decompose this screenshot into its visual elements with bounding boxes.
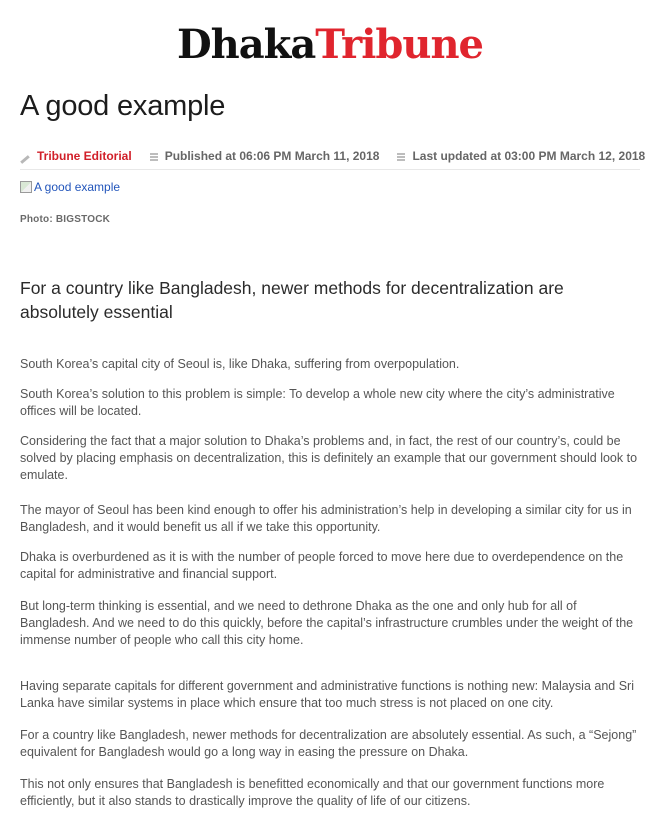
- paragraph: South Korea’s solution to this problem is simple: To develop a whole new city where the city’s administrative offices will be located.: [20, 387, 615, 418]
- paragraph: This not only ensures that Bangladesh is benefitted economically and that our government functions more efficiently, but it also stands to drastically improve the quality of life of our citizens.: [20, 777, 605, 808]
- image-alt-text: A good example: [34, 180, 121, 194]
- document-icon: [150, 151, 158, 161]
- broken-image-icon: [20, 181, 32, 193]
- updated-time: Last updated at 03:00 PM March 12, 2018: [412, 149, 646, 163]
- photo-credit: Photo: BIGSTOCK: [20, 214, 111, 225]
- published-time: Published at 06:06 PM March 11, 2018: [164, 149, 380, 163]
- logo-dhaka: Dhaka: [176, 21, 316, 68]
- article-meta: [20, 143, 646, 170]
- article-image[interactable]: [20, 180, 120, 194]
- paragraph: But long-term thinking is essential, and we need to dethrone Dhaka as the one and only hub for all of Bangladesh. And we need to do this quickly, before the capital’s infrastructure crumbles under the weight of the immense number of people who call this city home.: [20, 599, 634, 647]
- site-logo[interactable]: [0, 22, 660, 68]
- article-standfirst: For a country like Bangladesh, newer methods for decentralization are absolutely essential: [20, 278, 564, 322]
- paragraph: Dhaka is overburdened as it is with the number of people forced to move here due to overdependence on the capital for administrative and financial support.: [20, 550, 624, 581]
- logo-tribune: Tribune: [315, 21, 484, 68]
- document-icon: [397, 151, 405, 161]
- paragraph: For a country like Bangladesh, newer methods for decentralization are absolutely essential. As such, a “Sejong” equivalent for Bangladesh would go a long way in easing the pressure on Dhaka.: [20, 728, 637, 759]
- paragraph: South Korea’s capital city of Seoul is, like Dhaka, suffering from overpopulation.: [20, 357, 460, 371]
- pencil-icon: [20, 151, 30, 161]
- paragraph: Considering the fact that a major solution to Dhaka’s problems and, in fact, the rest of our country’s, could be solved by placing emphasis on decentralization, this is definitely an example that our government should look to emulate.: [20, 434, 638, 482]
- paragraph: The mayor of Seoul has been kind enough to offer his administration’s help in developing a similar city for us in Bangladesh, and it would benefit us all if we take this opportunity.: [20, 503, 632, 534]
- paragraph: Having separate capitals for different government and administrative functions is nothing new: Malaysia and Sri Lanka have similar systems in place which ensure that too much stress is not placed on one city.: [20, 679, 634, 710]
- author-link[interactable]: Tribune Editorial: [37, 149, 132, 163]
- article-headline: A good example: [20, 90, 226, 122]
